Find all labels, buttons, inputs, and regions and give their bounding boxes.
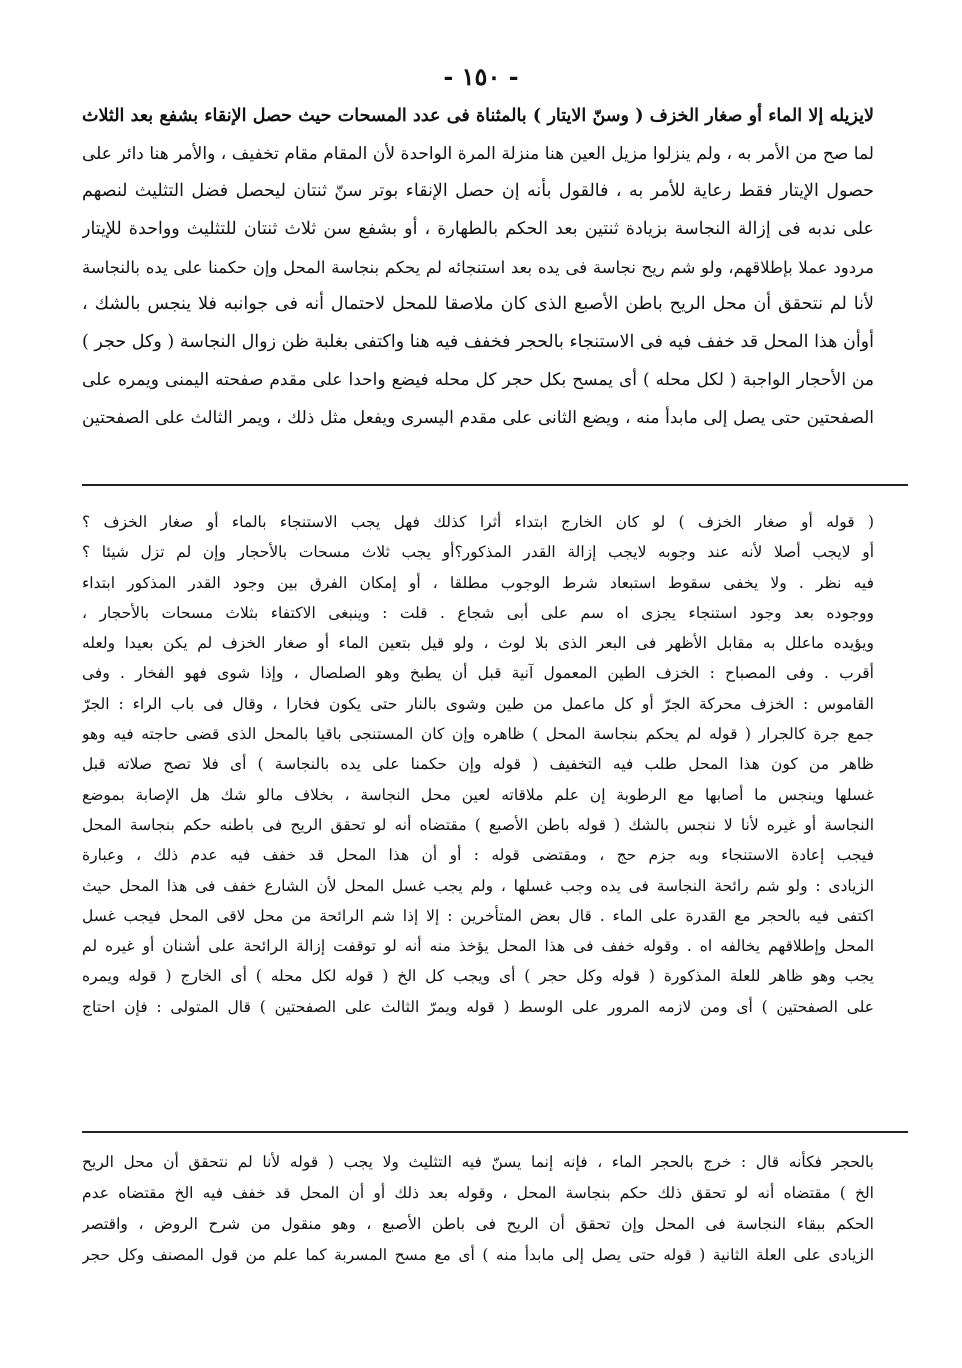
footnote-line: القاموس : الخزف محركة الجرّ أو كل ماعمل من طين وشوى بالنار حتى يكون فخارا ، وقال فى باب الراء : الجرّ xyxy=(82,694,874,713)
footnote-line: المحل وإطلاقهم يخالفه اه . وقوله خفف فى هذا المحل يؤخذ منه أنه لو توقفت إزالة الرائحة على أشنان أو غيره لم xyxy=(82,937,874,956)
footnote-divider xyxy=(82,1131,908,1133)
main-line: أوأن هذا المحل قد خفف فيه فى الاستنجاء بالحجر فخفف فيه هنا واكتفى بغلبة ظن زوال النجاسة ( وكل حجر ) xyxy=(82,332,874,353)
footnote-line: فيجب إعادة الاستنجاء وبه جزم حج ، ومقتضى قوله : أو أن هذا المحل قد خفف فيه عدم ذلك ، وعبارة xyxy=(82,846,874,865)
main-line: على ندبه فى إزالة النجاسة بزيادة ثنتين بعد الحكم بالطهارة ، أو بشفع سن ثلاث ثنتان للتثليث وواحدة للإيتار xyxy=(82,219,874,240)
footnote-line: ظاهر من كون هذا المحل طلب فيه التخفيف ( قوله وإن حكمنا على يده بالنجاسة ) أى فلا تصح صلاته قبل xyxy=(82,755,874,774)
footnote-line: الزيادى على العلة الثانية ( قوله حتى يصل إلى مابدأ منه ) أى مع مسح المسربة كما علم من قول المصنف وكل حجر xyxy=(82,1246,874,1264)
footnote-line: ( قوله أو صغار الخزف ) لو كان الخارج ابتداء أثرا كذلك فهل يجب الاستنجاء بالماء أو صغار الخزف ؟ xyxy=(82,513,874,531)
footnote-commentary-1 xyxy=(82,507,874,1022)
main-line: من الأحجار الواجبة ( لكل محله ) أى يمسح بكل حجر كل محله فيضع واحدا على مقدم صفحته اليمنى ويمره على xyxy=(82,369,874,390)
footnote-line: غسلها وينجس ما أصابها مع الرطوبة إن علم ملاقاته لعين محل النجاسة ، بخلاف مالو شك هل الإصابة بموضع xyxy=(82,785,874,804)
footnote-line: الحكم ببقاء النجاسة فى المحل وإن تحقق أن الريح فى باطن الأصبع ، وهو منقول من شرح الروض ، واقتصر xyxy=(82,1215,874,1233)
footnote-line: اكتفى فيه بالحجر مع القدرة على الماء . قال بعض المتأخرين : إلا إذا شم الرائحة من محل لاقى المحل فيجب غسل xyxy=(82,906,874,925)
page-number: - ١٥٠ - xyxy=(443,62,519,91)
main-line: لما صح من الأمر به ، ولم ينزلوا مزيل العين هنا منزلة المرة الواحدة لأن المقام مقام تخفيف ، والأمر هنا دائر على xyxy=(82,143,874,164)
main-line: مردود عملا بإطلاقهم، ولو شم ريح نجاسة فى يده بعد استنجائه لم يحكم بنجاسة المحل وإن حكمنا على يده بالنجاسة xyxy=(82,257,874,277)
main-line: لايزيله إلا الماء أو صغار الخزف ( وسنّ الايتار ) بالمثناة فى عدد المسحات حيث حصل الإنقاء بشفع بعد الثلاث xyxy=(82,106,874,126)
main-line: لأنا لم نتحقق أن محل الريح باطن الأصبع الذى كان ملاصقا للمحل لاحتمال أنه فى جوانبه فلا ينجس بالشك ، xyxy=(82,294,874,315)
footnote-divider xyxy=(82,484,908,486)
footnote-line: ووجوده بعد وجود استنجاء يجزى اه سم على أبى شجاع . قلت : وينبغى الاكتفاء بثلاث مسحات بالأحجار ، xyxy=(82,603,874,622)
footnote-line: ويؤيده ماعلل به مقابل الأظهر فى البعر الذى بلا لوث ، ولو قيل بتعين الماء أو صغار الخزف لم يكن بعيدا ولعله xyxy=(82,634,874,653)
footnote-commentary-2 xyxy=(82,1147,874,1271)
footnote-line: يجب وهو ظاهر للعلة المذكورة ( قوله وكل حجر ) أى ويجب كل الخ ( قوله لكل محله ) أى الخارج ( قوله ويمره xyxy=(82,967,874,986)
footnote-line: أو لايجب أصلا لأنه عند وجوبه لايجب إزالة القدر المذكور؟أو يجب ثلاث مسحات بالأحجار وإن لم تزل شيئا ؟ xyxy=(82,543,874,562)
footnote-line: الخ ) مقتضاه أنه لو تحقق ذلك حكم بنجاسة المحل ، وقوله بعد ذلك أو أن المحل قد خفف فيه الخ مقتضاه عدم xyxy=(82,1184,874,1202)
footnote-line: فيه نظر . ولا يخفى سقوط استبعاد شرط الوجوب مطلقا ، أو إمكان الفرق بين وجود القدر المذكور ابتداء xyxy=(82,573,874,592)
footnote-line: أقرب . وفى المصباح : الخزف الطين المعمول آنية قبل أن يطبخ وهو الصلصال ، وإذا شوى فهو الفخار . وفى xyxy=(82,664,874,683)
footnote-line: بالحجر فكأنه قال : خرج بالحجر الماء ، فإنه إنما يسنّ فيه التثليث ولا يجب ( قوله لأنا لم نتحقق أن محل الريح xyxy=(82,1153,874,1171)
footnote-line: النجاسة أو غيره لأنا لا ننجس بالشك ( قوله باطن الأصبع ) مقتضاه أنه لو تحقق الريح فى باطنه حكم بنجاسة المحل xyxy=(82,815,874,834)
main-line: حصول الإيتار فقط رعاية للأمر به ، فالقول بأنه إن حصل الإنقاء بوتر سنّ ثنتان ليحصل فضل التثليث لنصهم xyxy=(82,181,874,202)
footnote-line: جمع جرة كالجرار ( قوله لم يحكم بنجاسة المحل ) ظاهره وإن كان المستنجى باقيا بالمحل الذى قضى حاجته فيه وهو xyxy=(82,725,874,744)
main-text xyxy=(82,98,874,437)
footnote-line: على الصفحتين ) أى ومن لازمه المرور على الوسط ( قوله ويمرّ الثالث على الصفحتين ) قال المتولى : فإن احتاج xyxy=(82,997,874,1016)
footnote-line: الزيادى : ولو شم رائحة النجاسة فى يده وجب غسلها ، ولم يجب غسل المحل لأن الشارع خفف فى هذا المحل حيث xyxy=(82,876,874,895)
main-line: الصفحتين حتى يصل إلى مابدأ منه ، ويضع الثانى على مقدم اليسرى ويفعل مثل ذلك ، ويمر الثالث على الصفحتين xyxy=(82,407,874,428)
